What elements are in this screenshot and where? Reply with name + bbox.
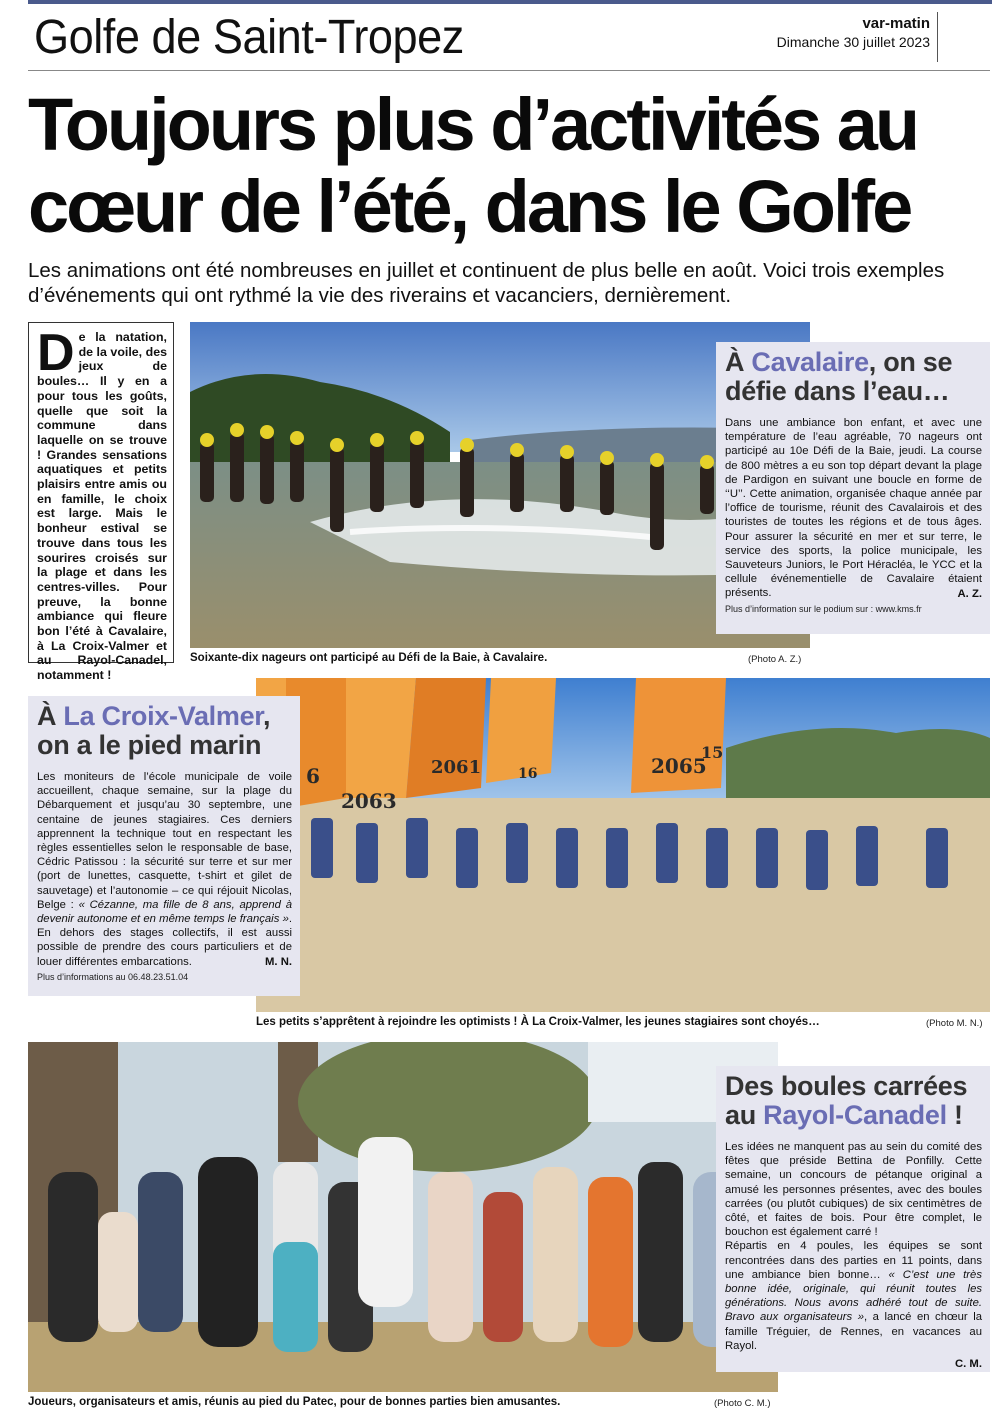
croix-valmer-info: Plus d’informations au 06.48.23.51.04 [37,972,189,983]
rayol-quote: « C’est une très bonne idée, originale, qui réunit toutes les générations. Nous avons adhéré tout de suite. Bravo aux organisateurs » [725,1268,982,1324]
sail-number-2061: 2061 [431,757,482,778]
title-suffix: ! [946,1100,963,1130]
intro-box [28,322,174,683]
cavalaire-body: Dans une ambiance bon enfant, et avec une température de l’eau agréable, 70 nageurs ont participé au 10e Défi de la Baie, jeudi. La course de 800 mètres a eu son top départ devant la plage de Pardigon en suivant une boucle en forme de ‘‘U’’. Cette animation, organisée chaque année par l’office de tourisme, réunit des Cavalairois et des touristes de toutes les régions et de tous âges. Pour assurer la sécurité en mer et sur terre, le service des sports, la police municipale, les Sauveteurs Juniors, le Port Héracléa, le YCC et la cellule événementielle de Cavalaire étaient présents. [725,417,982,600]
rayol-title [725,1072,982,1130]
croix-valmer-body-1: Les moniteurs de l’école municipale de voile accueillent, chaque semaine, sur la plage du Débarquement et jusqu’au 30 septembre, une centaine de jeunes stagiaires. Ces derniers apprennent la technique tout en respectant les règles essentielles selon le responsable de base, Cédric Patissou : la sécurité sur terre et sur mer (port de lunettes, casquette, t-shirt et gilet de sauvetage) et l’autonomie – ce qui réjouit Nicolas, Belge : [37,771,292,911]
croix-valmer-text [37,770,292,969]
sail-number-2065: 2065 [651,754,707,778]
rayol-box [716,1066,990,1372]
intro-text: e la natation, de la voile, des jeux de boules… Il y en a pour tous les goûts, quelle que soit la commune dans laquelle on se trouve ! Grandes sensations aquatiques et petits plaisirs entre amis ou en famille, le choix est large. Mais le bonheur estival se trouve dans tous les sourires croisés sur la plage et dans les centres-villes. Pour preuve, la bonne ambiance qui fleure bon l’été à Cavalaire, à La Croix-Valmer et au Rayol-Canadel, notamment ! [37,330,167,683]
cavalaire-box [716,342,990,634]
boules-credit: (Photo C. M.) [714,1398,771,1409]
cavalaire-title [725,348,982,406]
dropcap: D [37,324,75,382]
boules-caption: Joueurs, organisateurs et amis, réunis au pied du Patec, pour de bonnes parties bien amusantes. [28,1396,561,1408]
sail-number-15: 15 [701,743,724,762]
cavalaire-signature: A. Z. [957,587,982,600]
rayol-body-3: , a lancé en chœur la famille Tréguier, de Rennes, en vacances au Rayol. [725,1311,982,1352]
sail-number-16: 16 [518,766,538,782]
boules-photo-illustration [28,1042,778,1392]
swimmers-credit: (Photo A. Z.) [748,654,802,665]
title-suffix: , on se défie dans l’eau… [725,347,953,406]
croix-valmer-title [37,702,292,760]
title-prefix: À [37,701,64,731]
croix-valmer-box [28,696,300,996]
header-divider [28,70,990,71]
sailing-photo-illustration [256,678,990,1012]
top-rule [28,0,992,4]
masthead-divider [937,12,938,62]
cavalaire-text [725,416,982,601]
sail-number-6: 6 [306,764,320,788]
title-prefix: À [725,347,752,377]
rayol-signature: C. M. [955,1358,982,1371]
section-title: Golfe de Saint-Tropez [34,11,464,64]
rayol-text [725,1140,982,1371]
sail-number-2063: 2063 [341,789,397,813]
croix-valmer-signature: M. N. [265,955,292,968]
title-place: La Croix-Valmer [63,701,264,731]
cavalaire-info: Plus d’information sur le podium sur : www.kms.fr [725,603,922,614]
masthead [777,14,930,52]
headline: Toujours plus d’activités au cœur de l’été, dans le Golfe [28,83,918,248]
title-suffix: , on a le pied marin [37,701,271,760]
title-place: Rayol-Canadel [763,1100,947,1130]
standfirst: Les animations ont été nombreuses en juillet et continuent de plus belle en août. Voici trois exemples d’événements qui ont rythmé la vie des riverains et vacanciers, dernièrement. [28,259,945,307]
title-place: Cavalaire [751,347,869,377]
swimmers-caption: Soixante-dix nageurs ont participé au Défi de la Baie, à Cavalaire. [190,652,548,664]
publication-date: Dimanche 30 juillet 2023 [776,34,930,50]
paper-name: var-matin [862,15,930,32]
rayol-body-2: Répartis en 4 poules, les équipes se sont rencontrées dans des parties en 11 points, dans une ambiance bien bonne… [725,1240,982,1281]
sailing-credit: (Photo M. N.) [926,1018,983,1029]
boules-photo [28,1042,778,1392]
rayol-body-1: Les idées ne manquent pas au sein du comité des fêtes que préside Bettina de Ponfilly. Cette semaine, un concours de pétanque original a amusé les personnes présentes, avec des boules carrées (ou plutôt cubiques) de six centimètres de côté, et faites de bois. Pour être complet, le bouchon est également carré ! [725,1141,982,1239]
title-prefix: Des boules carrées au [725,1071,968,1130]
croix-valmer-body-2: . En dehors des stages collectifs, il est aussi possible de prendre des cours particuliers et de louer différentes embarcations. [37,913,292,968]
sailing-photo [256,678,990,1012]
sailing-caption: Les petits s’apprêtent à rejoindre les optimists ! À La Croix-Valmer, les jeunes stagiaires sont choyés… [256,1016,820,1028]
croix-valmer-quote: « Cézanne, ma fille de 8 ans, apprend à devenir autonome et en même temps le français » [37,898,292,926]
